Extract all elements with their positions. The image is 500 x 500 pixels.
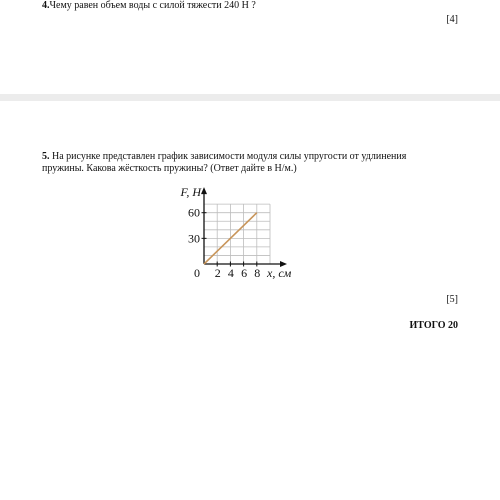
question-5-number: 5. [42,151,50,162]
y-tick-label: 30 [188,231,200,246]
question-5-text: На рисунке представлен график зависимости модуля силы упругости от удлинения пружины. Какова жёсткость пружины? (Ответ дайте в Н/м.) [42,151,407,174]
force-extension-chart [160,182,330,282]
total-score: ИТОГО 20 [409,320,458,331]
page-top-section [0,0,500,94]
x-tick-label: 2 [214,266,221,280]
x-tick-label: 4 [227,266,234,280]
x-tick-label: 8 [254,266,261,280]
y-tick-label: 60 [188,205,200,220]
y-axis-arrow [201,187,207,194]
question-4 [42,0,256,11]
x-axis-label: x, см [267,266,292,280]
origin-label: 0 [194,266,200,280]
question-5-mark: [5] [446,294,458,305]
y-axis-label: F, Н [180,185,201,199]
question-4-mark: [4] [446,14,458,25]
question-4-number: 4. [42,0,50,11]
x-tick-label: 6 [241,266,248,280]
question-5 [42,151,442,175]
question-4-text: Чему равен объем воды с силой тяжести 240 Н ? [49,0,256,11]
page-divider [0,94,500,101]
